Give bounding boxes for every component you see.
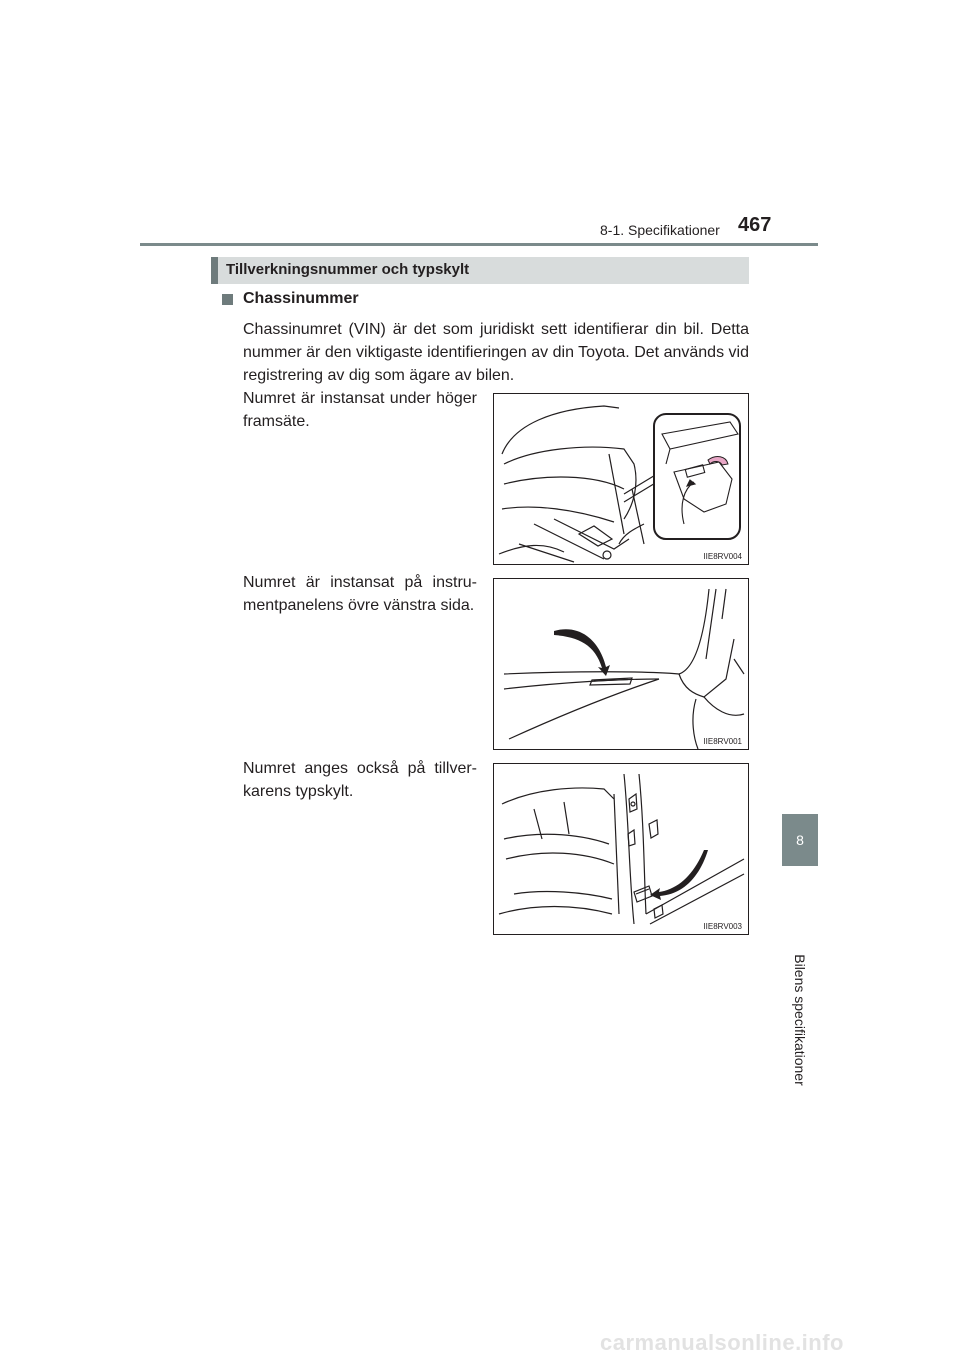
square-bullet-icon — [222, 294, 233, 305]
page-number: 467 — [738, 214, 772, 236]
intro-paragraph: Chassinumret (VIN) är det som juridiskt sett identifierar din bil. Detta nummer är den viktigaste identifieringen av din Toyota. Det används vid registrering av dig som ägare av bilen. — [243, 321, 749, 384]
figure-1-code: IIE8RV004 — [703, 552, 742, 561]
figure-2 — [493, 578, 749, 750]
section-title: Tillverkningsnummer och typskylt — [226, 261, 470, 278]
chapter-label: Bilens specifikationer — [792, 954, 808, 1086]
running-header-section: 8-1. Specifikationer — [600, 222, 720, 238]
figure-3-code: IIE8RV003 — [703, 922, 742, 931]
dashboard-illustration — [494, 579, 748, 749]
figure-1-caption: Numret är instansat under höger framsäte. — [243, 390, 477, 430]
header-rule — [140, 243, 818, 246]
seat-floor-illustration — [494, 394, 748, 564]
figure-2-caption: Numret är instansat på instru-mentpanelens övre vänstra sida. — [243, 574, 477, 614]
figure-3 — [493, 763, 749, 935]
subsection-title: Chassinummer — [243, 290, 359, 307]
chapter-tab: 8 — [782, 814, 818, 866]
door-pillar-illustration — [494, 764, 748, 934]
figure-1 — [493, 393, 749, 565]
section-heading-accent — [211, 257, 218, 284]
figure-2-code: IIE8RV001 — [703, 737, 742, 746]
watermark: carmanualsonline.info — [600, 1330, 844, 1355]
figure-3-caption: Numret anges också på tillver-karens typskylt. — [243, 760, 477, 800]
